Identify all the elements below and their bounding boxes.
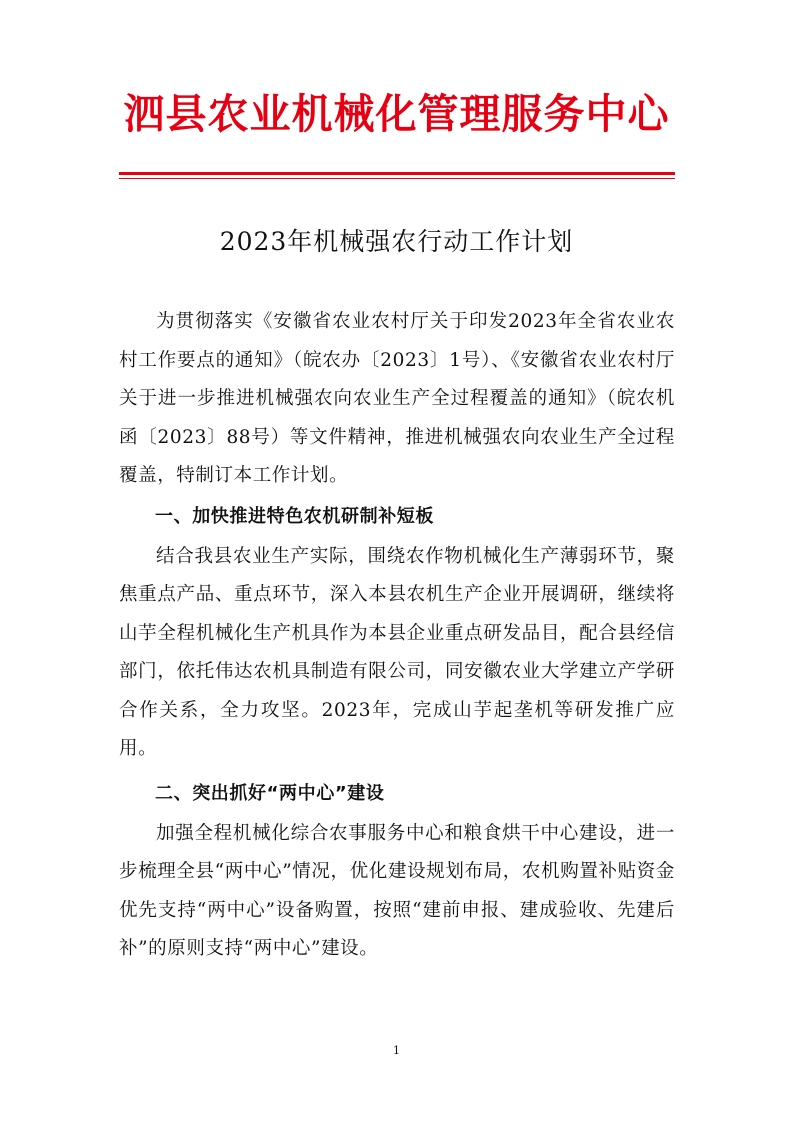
section-2-heading: 二、突出抓好“两中心”建设 — [155, 782, 385, 804]
section-2-paragraph: 加强全程机械化综合农事服务中心和粮食烘干中心建设，进一步梳理全县“两中心”情况，优化建设规划布局，农机购置补贴资金优先支持“两中心”设备购置，按照“建前申报、建成验收、先建后补”的原则支持“两中心”建设。 — [119, 822, 675, 959]
header-rule-thin — [119, 178, 675, 179]
document-title: 2023年机械强农行动工作计划 — [219, 227, 574, 256]
header-rule-thick — [119, 172, 675, 175]
page-number: 1 — [393, 1044, 400, 1057]
section-1-heading: 一、加快推进特色农机研制补短板 — [155, 505, 434, 527]
intro-paragraph: 为贯彻落实《安徽省农业农村厅关于印发2023年全省农业农村工作要点的通知》（皖农办〔2023〕1号）、《安徽省农业农村厅关于进一步推进机械强农向农业生产全过程覆盖的通知》（皖农机函〔2023〕88号）等文件精神，推进机械强农向农业生产全过程覆盖，特制订本工作计划。 — [119, 311, 675, 486]
document-body — [119, 303, 675, 969]
organization-header: 泗县农业机械化管理服务中心 — [123, 90, 670, 138]
section-1-paragraph: 结合我县农业生产实际，围绕农作物机械化生产薄弱环节，聚焦重点产品、重点环节，深入本县农机生产企业开展调研，继续将山芋全程机械化生产机具作为本县企业重点研发品目，配合县经信部门，依托伟达农机具制造有限公司，同安徽农业大学建立产学研合作关系，全力攻坚。2023年，完成山芋起垄机等研发推广应用。 — [119, 545, 675, 759]
